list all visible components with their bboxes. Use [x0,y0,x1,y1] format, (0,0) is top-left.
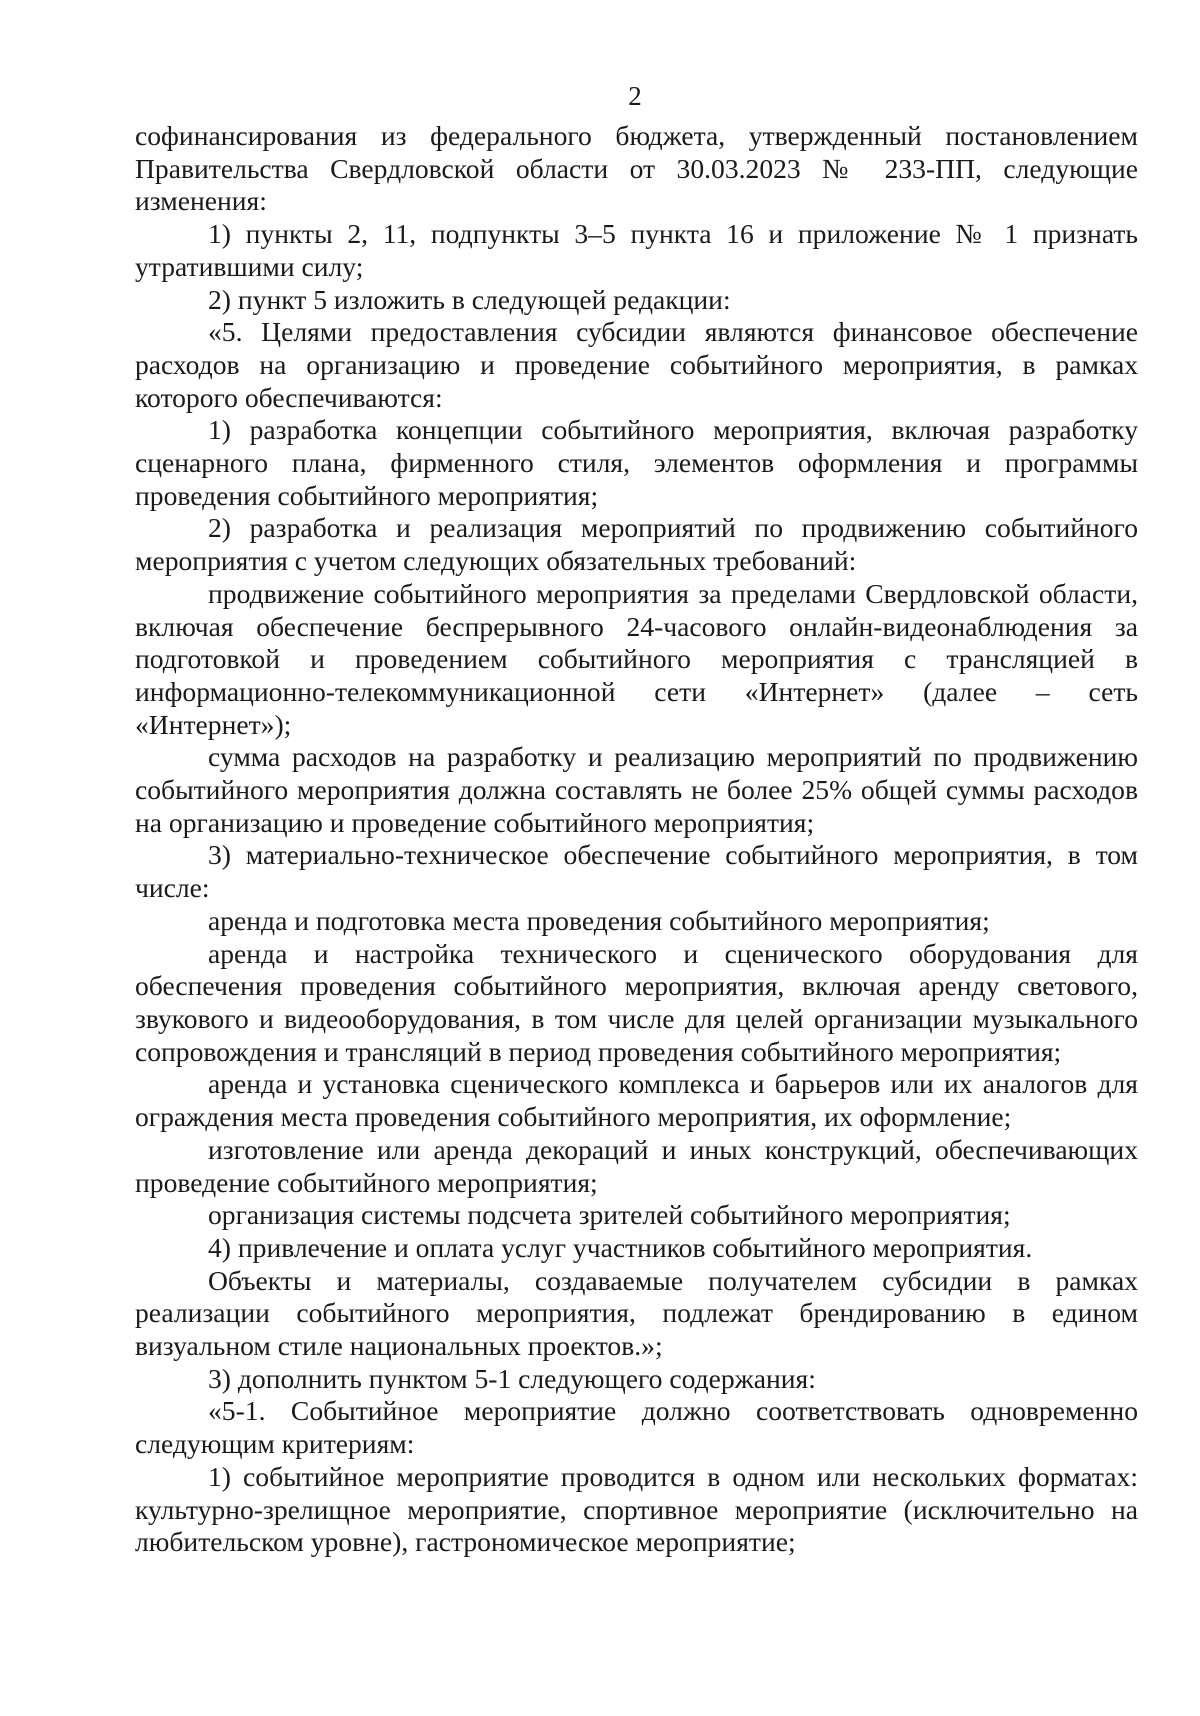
document-paragraph: 1) разработка концепции событийного мероприятия, включая разработку сценарного плана, фирменного стиля, элементов оформления и программы проведения событийного мероприятия; [135,414,1138,511]
document-paragraph: организация системы подсчета зрителей событийного мероприятия; [208,1199,1011,1231]
document-paragraph: 3) материально-техническое обеспечение событийного мероприятия, в том числе: [135,839,1138,904]
document-paragraph: 1) пункты 2, 11, подпункты 3–5 пункта 16 и приложение № 1 признать утратившими силу; [135,218,1138,282]
document-paragraph: 2) разработка и реализация мероприятий по продвижению событийного мероприятия с учетом следующих обязательных требований: [135,512,1138,577]
document-paragraph: Объекты и материалы, создаваемые получателем субсидии в рамках реализации событийного мероприятия, подлежат брендированию в едином визуальном стиле национальных проектов.»; [135,1264,1138,1362]
document-paragraph: изготовление или аренда декораций и иных конструкций, обеспечивающих проведение событийного мероприятия; [135,1133,1138,1198]
document-paragraph: сумма расходов на разработку и реализацию мероприятий по продвижению событийного мероприятия должна составлять не более 25% общей суммы расходов на организацию и проведение событийного мероприятия; [135,741,1138,838]
document-paragraph: софинансирования из федерального бюджета, утвержденный постановлением Правительства Свердловской области от 30.03.2023 № 233-ПП, следующие изменения: [135,120,1138,217]
document-paragraph: «5-1. Событийное мероприятие должно соответствовать одновременно следующим критериям: [135,1395,1138,1460]
document-paragraph: 1) событийное мероприятие проводится в одном или нескольких форматах: культурно-зрелищное мероприятие, спортивное мероприятие (исключительно на любительском уровне), гастрономическое мероприятие; [135,1460,1138,1558]
document-paragraph: аренда и подготовка места проведения событийного мероприятия; [208,904,990,936]
page-number: 2 [628,81,642,111]
document-paragraph: 3) дополнить пунктом 5-1 следующего содержания: [208,1362,816,1394]
document-paragraph: аренда и установка сценического комплекса и барьеров или их аналогов для ограждения места проведения событийного мероприятия, их оформление; [135,1068,1138,1133]
document-paragraph: продвижение событийного мероприятия за пределами Свердловской области, включая обеспечение беспрерывного 24-часового онлайн-видеонаблюдения за подготовкой и проведением событийного мероприятия с трансляцией в информационно-телекоммуникационной сети «Интернет» (далее – сеть «Интернет»); [135,577,1138,740]
document-paragraph: 2) пункт 5 изложить в следующей редакции: [208,283,731,315]
document-paragraph: 4) привлечение и оплата услуг участников событийного мероприятия. [208,1231,1033,1263]
document-paragraph: аренда и настройка технического и сценического оборудования для обеспечения проведения событийного мероприятия, включая аренду светового, звукового и видеооборудования, в том числе для целей организации музыкального сопровождения и трансляций в период проведения событийного мероприятия; [135,937,1138,1067]
document-body [135,120,1138,1559]
document-paragraph: «5. Целями предоставления субсидии являются финансовое обеспечение расходов на организацию и проведение событийного мероприятия, в рамках которого обеспечиваются: [135,316,1138,413]
